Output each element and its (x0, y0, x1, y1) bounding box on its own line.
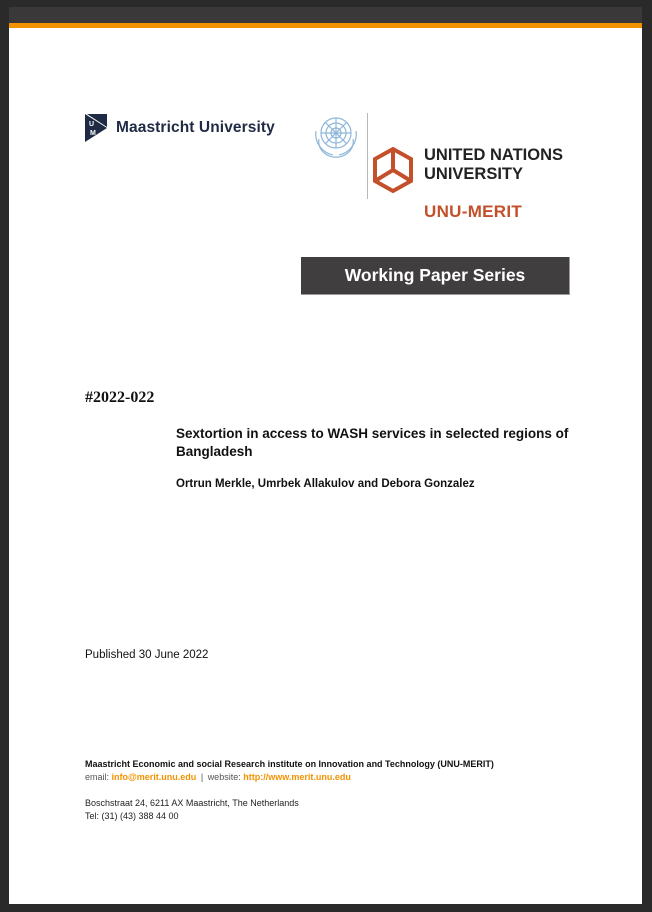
svg-text:M: M (90, 130, 96, 137)
paper-title: Sextortion in access to WASH services in selected regions of Bangladesh (176, 426, 569, 459)
unu-logo-icon (371, 146, 415, 194)
orange-accent-line (9, 23, 642, 28)
website-label: website: (207, 772, 241, 782)
un-name-line1: UNITED NATIONS (424, 146, 564, 164)
institute-name: Maastricht Economic and social Research institute on Innovation and Technology (UNU-MERIT) (85, 759, 494, 769)
address: Boschstraat 24, 6211 AX Maastricht, The Netherlands (85, 798, 299, 808)
un-emblem-icon (311, 111, 361, 161)
email-label: email: (85, 772, 110, 782)
united-nations-university-name (424, 146, 563, 184)
telephone: Tel: (31) (43) 388 44 00 (85, 811, 179, 821)
maastricht-university-name: Maastricht University (116, 119, 275, 136)
page-top-bar (9, 7, 642, 23)
publication-date: Published 30 June 2022 (85, 649, 209, 661)
svg-text:U: U (89, 121, 95, 128)
paper-authors: Ortrun Merkle, Umrbek Allakulov and Debora Gonzalez (176, 478, 475, 490)
institute-footer (85, 758, 605, 823)
document-page (9, 7, 642, 904)
maastricht-university-logo (85, 114, 285, 146)
website-link[interactable]: http://www.merit.unu.edu (243, 772, 351, 782)
paper-number: #2022-022 (85, 389, 155, 406)
working-paper-series-banner: Working Paper Series (301, 257, 570, 295)
logo-divider (367, 113, 368, 199)
unu-merit-name: UNU-MERIT (424, 202, 523, 221)
contact-row (85, 771, 605, 784)
email-link[interactable]: info@merit.unu.edu (111, 772, 197, 782)
un-name-line2: UNIVERSITY (424, 165, 524, 183)
um-logo-icon (85, 114, 107, 142)
contact-separator: | (200, 772, 204, 782)
